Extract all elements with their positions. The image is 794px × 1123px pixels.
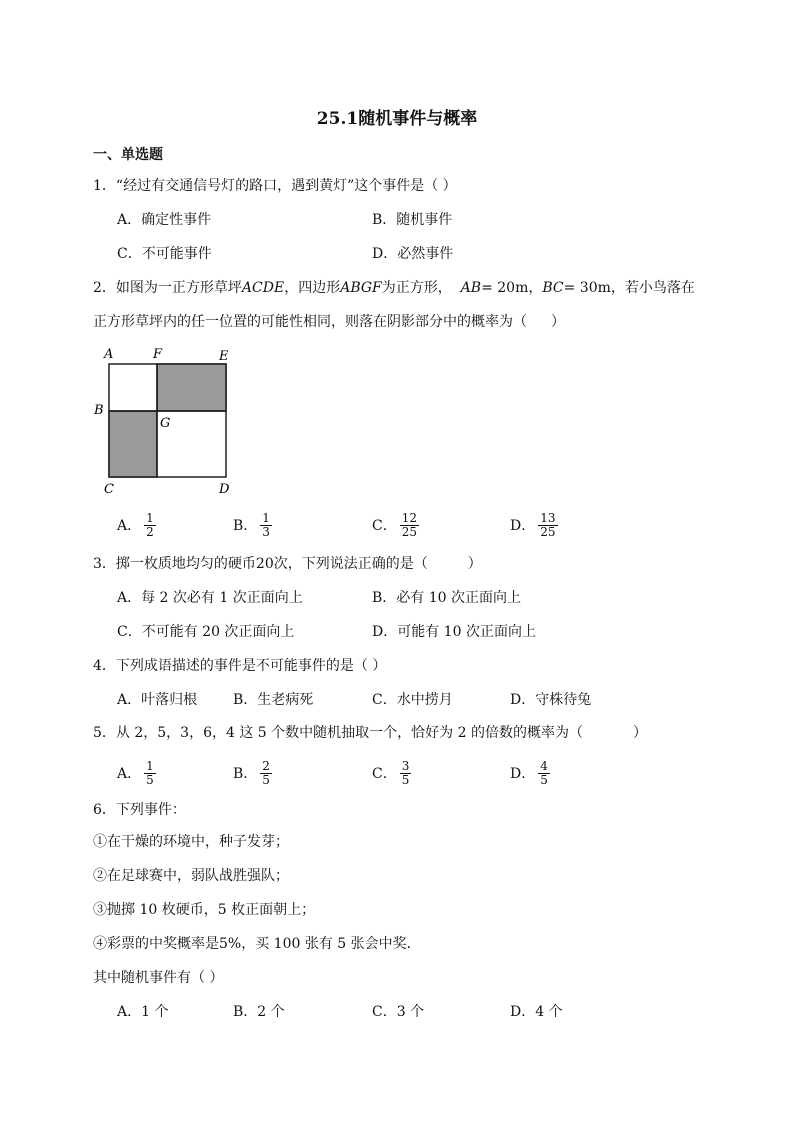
q4-option-c[interactable]: C．水中捞月	[372, 692, 453, 708]
q2-ab-value: = 20m	[481, 280, 529, 296]
q2-option-a[interactable]: A． $\frac{1}{2}$	[117, 511, 154, 539]
q4-option-b[interactable]: B．生老病死	[233, 692, 314, 708]
q5-option-c-fraction: $\frac{3}{5}$	[401, 759, 410, 787]
label-g: G	[160, 416, 171, 431]
q2-bc-value: = 30m	[563, 280, 611, 296]
q6-item-4: ④彩票的中奖概率是5%，买 100 张有 5 张会中奖．	[93, 936, 421, 952]
q3-option-a[interactable]: A．每 2 次必有 1 次正面向上	[117, 590, 303, 606]
q5-option-b[interactable]: B． $\frac{2}{5}$	[233, 759, 270, 787]
q1-option-c[interactable]: C．不可能事件	[117, 246, 212, 262]
q4-option-a[interactable]: A．叶落归根	[117, 692, 198, 708]
q4-option-d[interactable]: D．守株待兔	[510, 692, 592, 708]
q2-paren-close: ）	[551, 314, 565, 330]
q5-option-a-fraction: $\frac{1}{5}$	[146, 759, 154, 787]
label-f: F	[153, 347, 163, 362]
label-e: E	[219, 349, 229, 364]
q1-option-a[interactable]: A．确定性事件	[117, 212, 212, 228]
q6-question: 其中随机事件有（ ）	[93, 970, 224, 986]
q3-paren-close: ）	[467, 556, 482, 572]
q2-option-c-fraction: $\frac{12}{25}$	[401, 511, 417, 539]
label-a: A	[104, 347, 114, 362]
q2-ab-label: AB	[460, 280, 482, 296]
q6-option-c[interactable]: C．3 个	[372, 1004, 425, 1020]
question-6-stem: 6．下列事件：	[93, 802, 186, 818]
q2-text-d: ，若小鸟落在	[610, 280, 695, 296]
section-heading: 一、单选题	[93, 147, 163, 163]
label-d: D	[219, 482, 230, 497]
q6-option-d[interactable]: D．4 个	[510, 1004, 563, 1020]
q2-option-c[interactable]: C． $\frac{12}{25}$	[372, 511, 417, 539]
q5-option-d-fraction: $\frac{4}{5}$	[540, 759, 548, 787]
q6-option-a[interactable]: A．1 个	[117, 1004, 169, 1020]
question-1-stem: 1．“经过有交通信号灯的路口，遇到黄灯”这个事件是（ ）	[93, 178, 457, 194]
q1-option-b[interactable]: B．随机事件	[372, 212, 453, 228]
label-c: C	[104, 482, 114, 497]
question-2-stem-line2	[93, 312, 565, 332]
q2-option-a-fraction: $\frac{1}{2}$	[146, 511, 154, 539]
q2-square-abgf: ABGF	[340, 280, 382, 296]
q6-item-3: ③抛掷 10 枚硬币，5 枚正面朝上；	[93, 902, 316, 918]
q2-option-d-fraction: $\frac{13}{25}$	[540, 511, 556, 539]
q2-text-line2: 正方形草坪内的任一位置的可能性相同，则落在阴影部分中的概率为（	[93, 314, 527, 330]
q5-option-b-fraction: $\frac{2}{5}$	[262, 759, 270, 787]
q3-option-c[interactable]: C．不可能有 20 次正面向上	[117, 624, 295, 640]
q5-option-c[interactable]: C． $\frac{3}{5}$	[372, 759, 410, 787]
q5-option-a[interactable]: A． $\frac{1}{5}$	[117, 759, 154, 787]
q2-square-acde: ACDE	[241, 280, 285, 296]
square-lawn-diagram	[92, 344, 242, 500]
question-3-stem	[93, 554, 482, 574]
q3-option-b[interactable]: B．必有 10 次正面向上	[372, 590, 522, 606]
q5-option-d[interactable]: D． $\frac{4}{5}$	[510, 759, 548, 787]
q2-option-b[interactable]: B． $\frac{1}{3}$	[233, 511, 270, 539]
page-title: 25.1随机事件与概率	[316, 109, 478, 129]
q2-text-c: 为正方形，	[381, 280, 452, 296]
q3-text: 3．掷一枚质地均匀的硬币20次，下列说法正确的是（	[93, 556, 428, 572]
q3-option-d[interactable]: D．可能有 10 次正面向上	[372, 624, 536, 640]
question-5-stem	[93, 723, 647, 743]
square-lawn-figure	[92, 344, 242, 500]
q2-bc-label: BC	[542, 280, 564, 296]
q5-text: 5．从 2，5，3，6，4 这 5 个数中随机抽取一个，恰好为 2 的倍数的概率为（	[93, 725, 583, 741]
label-b: B	[94, 403, 104, 418]
q6-item-1: ①在干燥的环境中，种子发芽；	[93, 834, 289, 850]
question-4-stem: 4．下列成语描述的事件是不可能事件的是（ ）	[93, 658, 387, 674]
q6-option-b[interactable]: B．2 个	[233, 1004, 285, 1020]
q2-option-b-fraction: $\frac{1}{3}$	[262, 511, 270, 539]
q2-text-a: 2．如图为一正方形草坪	[93, 280, 242, 296]
q5-paren-close: ）	[632, 725, 647, 741]
q1-option-d[interactable]: D．必然事件	[372, 246, 454, 262]
shaded-region-top	[157, 364, 226, 411]
question-2-stem-line1: 2．如图为一正方形草坪ACDE，四边形ABGF为正方形， AB= 20m，BC= 30m，若小鸟落在	[93, 280, 695, 296]
q2-option-d[interactable]: D． $\frac{13}{25}$	[510, 511, 556, 539]
shaded-region-left	[109, 411, 157, 477]
q2-text-b: ，四边形	[284, 280, 341, 296]
q6-item-2: ②在足球赛中，弱队战胜强队；	[93, 868, 289, 884]
